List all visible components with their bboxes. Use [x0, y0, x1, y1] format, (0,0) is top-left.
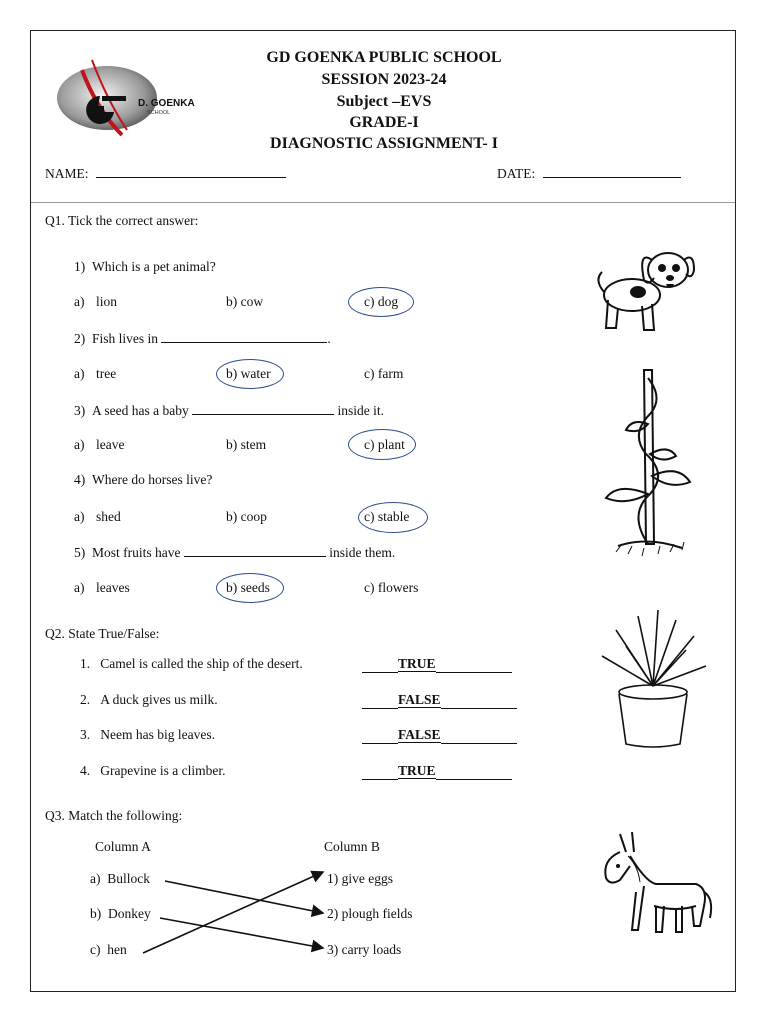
q1-5-option-c[interactable]: c) flowers [364, 580, 419, 595]
q2-statement-4: 4. Grapevine is a climber. [80, 763, 226, 778]
match-item-b[interactable]: b) Donkey [90, 906, 151, 921]
q1-question-4: 4) Where do horses live? [74, 472, 213, 487]
match-item-c[interactable]: c) hen [90, 942, 127, 957]
q1-3-option-a[interactable]: leave [96, 437, 125, 452]
climber-plant-illustration [598, 364, 698, 564]
match-option-1[interactable]: 1) give eggs [327, 871, 393, 886]
q1-3-option-a-label: a) [74, 437, 85, 452]
q1-1-option-b[interactable]: b) cow [226, 294, 264, 309]
arrow-hen-eggs [143, 872, 323, 953]
column-a-header: Column A [95, 839, 151, 854]
q1-2-option-a[interactable]: tree [96, 366, 117, 381]
q2-statement-3: 3. Neem has big leaves. [80, 727, 215, 742]
q1-1-option-a-label: a) [74, 294, 85, 309]
q1-4-option-c[interactable]: c) stable [364, 509, 410, 524]
q2-answer-1[interactable]: TRUE [362, 656, 512, 673]
q1-question-5: 5) Most fruits have inside them. [74, 545, 396, 560]
q1-3-option-b[interactable]: b) stem [226, 437, 267, 452]
q2-answer-2[interactable]: FALSE [362, 692, 517, 709]
grade-line: GRADE-I [349, 114, 419, 131]
q1-1-option-a[interactable]: lion [96, 294, 118, 309]
q1-5-option-a-label: a) [74, 580, 85, 595]
q2-answer-3[interactable]: FALSE [362, 727, 517, 744]
match-option-2[interactable]: 2) plough fields [327, 906, 413, 921]
donkey-illustration [596, 826, 716, 941]
q1-3-option-c[interactable]: c) plant [364, 437, 405, 452]
name-label: NAME: [45, 166, 89, 181]
aloe-plant-illustration [598, 606, 708, 751]
session-line: SESSION 2023-24 [321, 71, 447, 88]
q1-1-option-c[interactable]: c) dog [364, 294, 399, 309]
assignment-title: DIAGNOSTIC ASSIGNMENT- I [270, 135, 498, 152]
q1-4-option-a-label: a) [74, 509, 85, 524]
subject-line: Subject –EVS [336, 93, 432, 110]
q1-5-option-a[interactable]: leaves [96, 580, 130, 595]
match-item-a[interactable]: a) Bullock [90, 871, 150, 886]
q2-answer-4[interactable]: TRUE [362, 763, 512, 780]
q1-4-option-a[interactable]: shed [96, 509, 121, 524]
date-label: DATE: [497, 166, 536, 181]
q2-title: Q2. State True/False: [45, 626, 160, 641]
q1-title: Q1. Tick the correct answer: [45, 213, 199, 228]
q1-2-option-b[interactable]: b) water [226, 366, 271, 381]
q1-4-option-b[interactable]: b) coop [226, 509, 267, 524]
q3-title: Q3. Match the following: [45, 808, 183, 823]
q1-question-3: 3) A seed has a baby inside it. [74, 403, 384, 418]
arrow-donkey-loads [160, 918, 323, 948]
column-b-header: Column B [324, 839, 380, 854]
match-option-3[interactable]: 3) carry loads [327, 942, 402, 957]
school-name: GD GOENKA PUBLIC SCHOOL [266, 49, 502, 66]
dog-illustration [590, 240, 700, 335]
q1-5-option-b[interactable]: b) seeds [226, 580, 270, 595]
q2-statement-1: 1. Camel is called the ship of the desert. [80, 656, 303, 671]
q1-question-1: 1) Which is a pet animal? [74, 259, 216, 274]
logo-text: D. GOENKA [138, 98, 195, 109]
q2-statement-2: 2. A duck gives us milk. [80, 692, 218, 707]
q1-question-2: 2) Fish lives in . [74, 331, 331, 346]
q1-2-option-a-label: a) [74, 366, 85, 381]
q1-2-option-c[interactable]: c) farm [364, 366, 404, 381]
logo-subtext: SCHOOL [147, 110, 171, 116]
